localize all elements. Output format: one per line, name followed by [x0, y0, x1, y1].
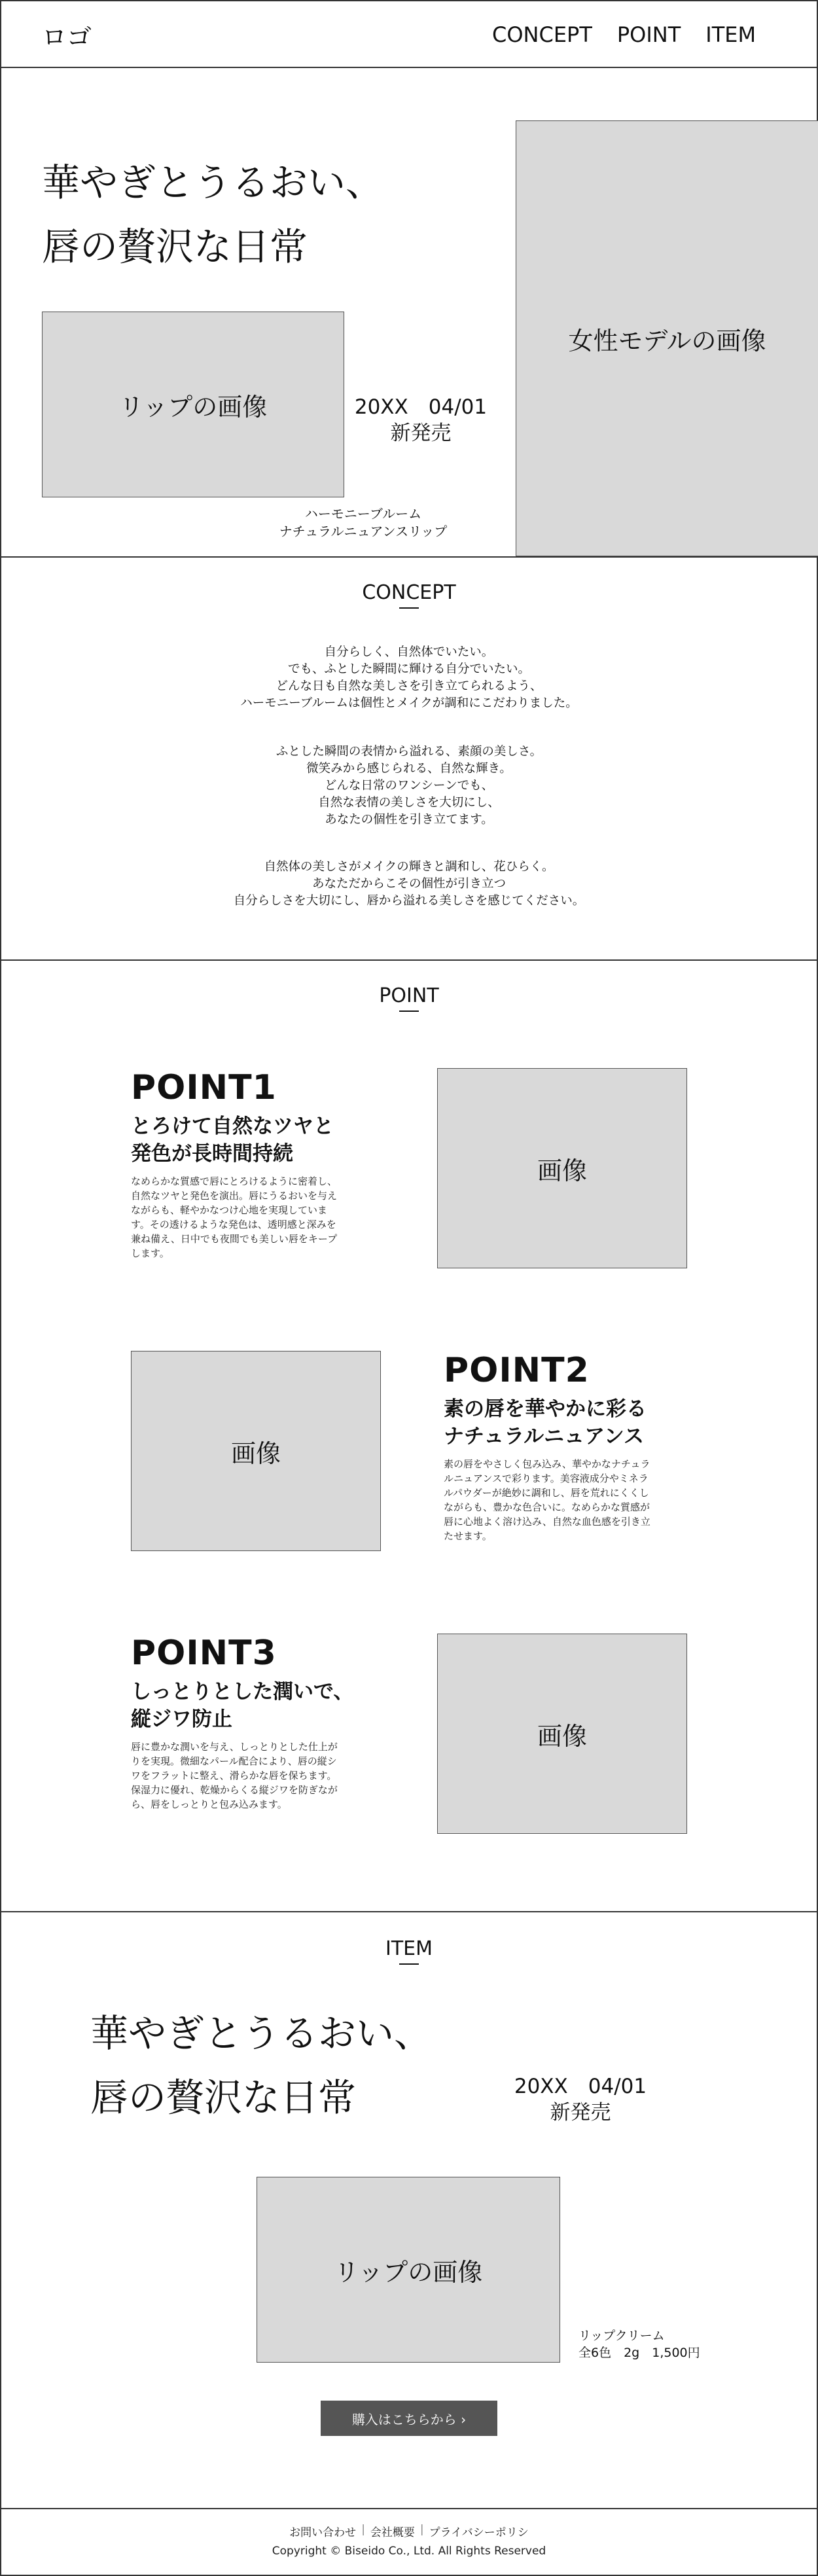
hero-lip-image: [42, 312, 344, 497]
point2-image-label: 画像: [230, 1439, 281, 1468]
item-release: [507, 2073, 654, 2126]
item-spec-line2: 全6色 2g 1,500円: [578, 2346, 700, 2360]
point2-title: POINT2: [444, 1351, 590, 1390]
footer-link-privacy[interactable]: プライバシーポリシ: [429, 2526, 529, 2539]
hero-release-label: 新発売: [390, 421, 452, 445]
point1-image: [437, 1068, 687, 1268]
item-headline: [90, 2001, 432, 2130]
footer-link-contact[interactable]: お問い合わせ: [289, 2526, 357, 2539]
nav-link-point[interactable]: POINT: [616, 22, 681, 47]
concept-title: CONCEPT: [362, 581, 456, 604]
item-lip-image: [257, 2177, 560, 2363]
point3-image-label: 画像: [537, 1721, 587, 1751]
hero-divider: [0, 556, 818, 558]
global-nav: [492, 22, 756, 47]
concept-title-underline: [399, 607, 419, 609]
hero-headline-line1: 華やぎとうるおい、: [42, 160, 384, 205]
point1-text: [131, 1068, 393, 1261]
point3-subtitle: しっとりとした潤いで、 縦ジワ防止: [131, 1680, 354, 1731]
hero-model-image-label: 女性モデルの画像: [568, 326, 766, 355]
hero-lip-image-label: リップの画像: [118, 392, 268, 421]
hero-product-line1: ハーモニーブルーム: [304, 506, 422, 522]
nav-link-concept[interactable]: CONCEPT: [492, 22, 592, 47]
hero-release-date: 20XX 04/01: [354, 395, 488, 419]
hero-headline-line2: 唇の贅沢な日常: [42, 224, 308, 269]
footer-copyright: Copyright © Biseido Co., Ltd. All Rights Reserved: [272, 2545, 546, 2558]
point2-image: [131, 1351, 381, 1551]
item-title: ITEM: [385, 1937, 433, 1960]
item-title-underline: [399, 1963, 419, 1965]
item-spec-line1: リップクリーム: [578, 2329, 665, 2343]
item-release-date: 20XX 04/01: [514, 2075, 647, 2098]
logo[interactable]: ロゴ: [42, 23, 92, 52]
footer-link-company[interactable]: 会社概要: [370, 2526, 415, 2539]
hero-model-image: [516, 120, 818, 556]
hero-release: [347, 394, 495, 446]
point1-image-label: 画像: [537, 1156, 587, 1185]
item-headline-line1: 華やぎとうるおい、: [90, 2011, 433, 2056]
footer-separator: |: [419, 2523, 424, 2536]
concept-divider: [0, 959, 818, 961]
item-lip-image-label: リップの画像: [334, 2257, 483, 2287]
item-headline-line2: 唇の贅沢な日常: [90, 2075, 357, 2120]
nav-link-item[interactable]: ITEM: [705, 22, 756, 47]
point-title: POINT: [379, 984, 439, 1007]
point2-subtitle: 素の唇を華やかに彩る ナチュラルニュアンス: [444, 1397, 647, 1448]
point2-text: [444, 1351, 705, 1543]
point1-subtitle: とろけて自然なツヤと 発色が長時間持続: [131, 1115, 334, 1166]
concept-paragraph-3: 自然体の美しさがメイクの輝きと調和し、花ひらく。 あなただからこその個性が引き立つ 自分らしさを大切にし、唇から溢れる美しさを感じてください。: [233, 860, 585, 908]
hero-product-name: [249, 505, 478, 541]
point3-image: [437, 1634, 687, 1834]
hero-headline: [42, 151, 383, 279]
concept-paragraph-2: ふとした瞬間の表情から溢れる、素顔の美しさ。 微笑みから感じられる、自然な輝き。 どんな日常のワンシーンでも、 自然な表情の美しさを大切にし、 あなたの個性を引き立てます。: [276, 745, 542, 827]
point3-text: [131, 1634, 393, 1812]
item-spec: [578, 2327, 700, 2361]
point-title-underline: [399, 1011, 419, 1012]
footer-divider: [0, 2508, 818, 2509]
point1-body: なめらかな質感で唇にとろけるように密着し、 自然なツヤと発色を演出。唇にうるおいを与え ながらも、軽やかなつけ心地を実現していま す。その透けるような発色は、透明感と深みを 兼ね備え、日中でも夜間でも美しい唇をキープ します。: [131, 1175, 338, 1259]
hero-product-line2: ナチュラルニュアンスリップ: [279, 524, 448, 539]
footer-links: [0, 2523, 818, 2539]
purchase-button[interactable]: 購入はこちらから ›: [321, 2401, 497, 2436]
footer-separator: |: [361, 2523, 365, 2536]
concept-paragraph-1: 自分らしく、自然体でいたい。 でも、ふとした瞬間に輝ける自分でいたい。 どんな日も自然な美しさを引き立てられるよう、 ハーモニーブルームは個性とメイクが調和にこだわりました。: [240, 645, 578, 710]
point-divider: [0, 1911, 818, 1912]
point2-body: 素の唇をやさしく包み込み、華やかなナチュラ ルニュアンスで彩ります。美容液成分やミネラ ルパウダーが絶妙に調和し、唇を荒れにくくし ながらも、豊かな色合いに。なめらかな質感が 唇に心地よく溶け込み、自然な血色感を引き立 たせます。: [444, 1458, 650, 1542]
point1-title: POINT1: [131, 1068, 277, 1107]
point3-title: POINT3: [131, 1634, 277, 1673]
header-divider: [0, 67, 818, 68]
point3-body: 唇に豊かな潤いを与え、しっとりとした仕上が りを実現。微細なパール配合により、唇の縦シ ワをフラットに整え、滑らかな唇を保ちます。 保湿力に優れ、乾燥からくる縦ジワを防ぎなが ら、唇をしっとりと包み込みます。: [131, 1741, 338, 1810]
item-release-label: 新発売: [550, 2101, 611, 2124]
